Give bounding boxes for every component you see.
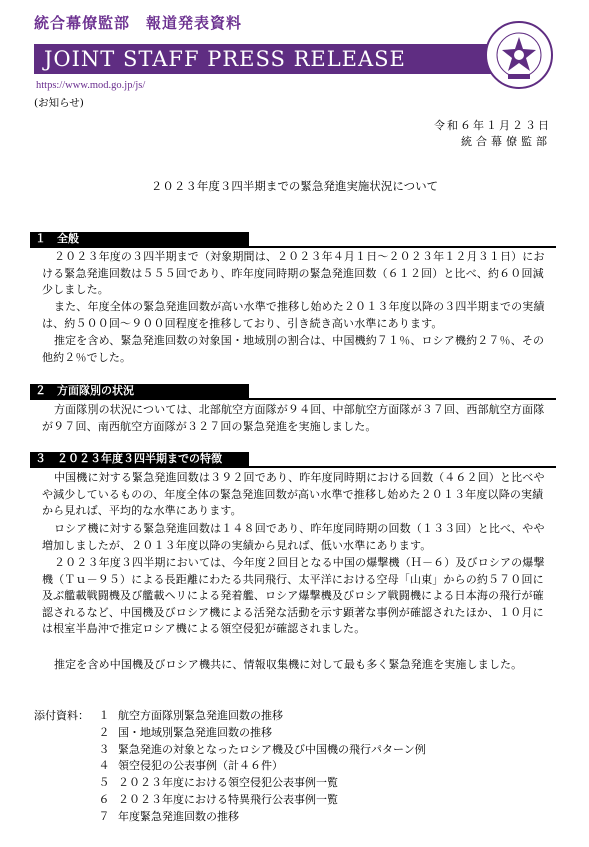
paragraph: ２０２３年度の３四半期まで（対象期間は、２０２３年４月１日～２０２３年１２月３１日）における緊急発進回数は５５５回であり、昨年度同時期の緊急発進回数（６１２回）と比べ、約６０回減少しました。	[42, 250, 545, 296]
section-heading-label: ３ ２０２３年度３四半期までの特徴	[30, 452, 249, 466]
issue-date: 令和６年１月２３日	[434, 119, 551, 132]
org-header: 統合幕僚監部 報道発表資料	[34, 14, 243, 32]
banner-title: JOINT STAFF PRESS RELEASE	[44, 47, 406, 71]
press-release-banner	[34, 44, 510, 74]
paragraph: 方面隊別の状況については、北部航空方面隊が９４回、中部航空方面隊が３７回、西部航空方面隊が９７回、南西航空方面隊が３２７回の緊急発進を実施しました。	[42, 403, 545, 433]
paragraph: また、年度全体の緊急発進回数が高い水準で推移し始めた２０１３年度以降の３四半期までの実績は、約５００回～９００回程度を推移しており、引き続き高い水準にあります。	[42, 300, 545, 330]
list-item: ６ ２０２３年度における特異飛行公表事例一覧	[98, 792, 338, 806]
paragraph: 推定を含め、緊急発進回数の対象国・地域別の割合は、中国機約７１％、ロシア機約２７％、その他約２％でした。	[42, 334, 545, 364]
list-item: ５ ２０２３年度における領空侵犯公表事例一覧	[98, 776, 338, 790]
section-heading-regional	[30, 384, 556, 400]
list-item: １ 航空方面隊別緊急発進回数の推移	[98, 709, 283, 722]
attachments-label: 添付資料：	[34, 709, 89, 722]
list-item: ４ 領空侵犯の公表事例（計４６件）	[98, 759, 283, 773]
section-heading-label: １ 全般	[30, 232, 249, 246]
paragraph: ロシア機に対する緊急発進回数は１４８回であり、昨年度同時期の回数（１３３回）と比べ、やや増加しましたが、２０１３年度以降の実績から見れば、低い水準にあります。	[42, 522, 545, 552]
paragraph: 中国機に対する緊急発進回数は３９２回であり、昨年度同時期における回数（４６２回）と比べやや減少しているものの、年度全体の緊急発進回数が高い水準で推移し始めた２０１３年度以降の実績から見れば、平均的な水準にあります。	[42, 471, 545, 517]
issuer: 統合幕僚監部	[461, 135, 551, 148]
attachments-list	[90, 707, 426, 825]
list-item: ３ 緊急発進の対象となったロシア機及び中国機の飛行パターン例	[98, 742, 426, 756]
section-heading-label: ２ 方面隊別の状況	[30, 384, 249, 398]
paragraph: 推定を含め中国機及びロシア機共に、情報収集機に対して最も多く緊急発進を実施しました。	[54, 658, 523, 671]
list-item: ７ 年度緊急発進回数の推移	[98, 809, 239, 823]
list-item: ２ 国・地域別緊急発進回数の推移	[98, 725, 272, 739]
document-title: ２０２３年度３四半期までの緊急発進実施状況について	[150, 179, 439, 193]
section-heading-features	[30, 452, 556, 468]
paragraph: ２０２３年度３四半期においては、今年度２回目となる中国の爆撃機（Ｈ－６）及びロシアの爆撃機（Ｔｕ－９５）による長距離にわたる共同飛行、太平洋における空母「山東」からの約５７０回に及ぶ艦載戦闘機及び艦載ヘリによる発着艦、ロシア爆撃機及びロシア戦闘機による日本海の飛行が確認されるなど、中国機及びロシア機による活発な活動を示す顕著な事例が確認されたほか、１０月には根室半島沖で推定ロシア機による領空侵犯が確認されました。	[42, 556, 545, 635]
section-heading-general	[30, 232, 556, 248]
website-link[interactable]: https://www.mod.go.jp/js/	[36, 80, 146, 91]
joint-staff-emblem-icon	[484, 20, 554, 90]
notice-label: (お知らせ)	[34, 97, 84, 109]
